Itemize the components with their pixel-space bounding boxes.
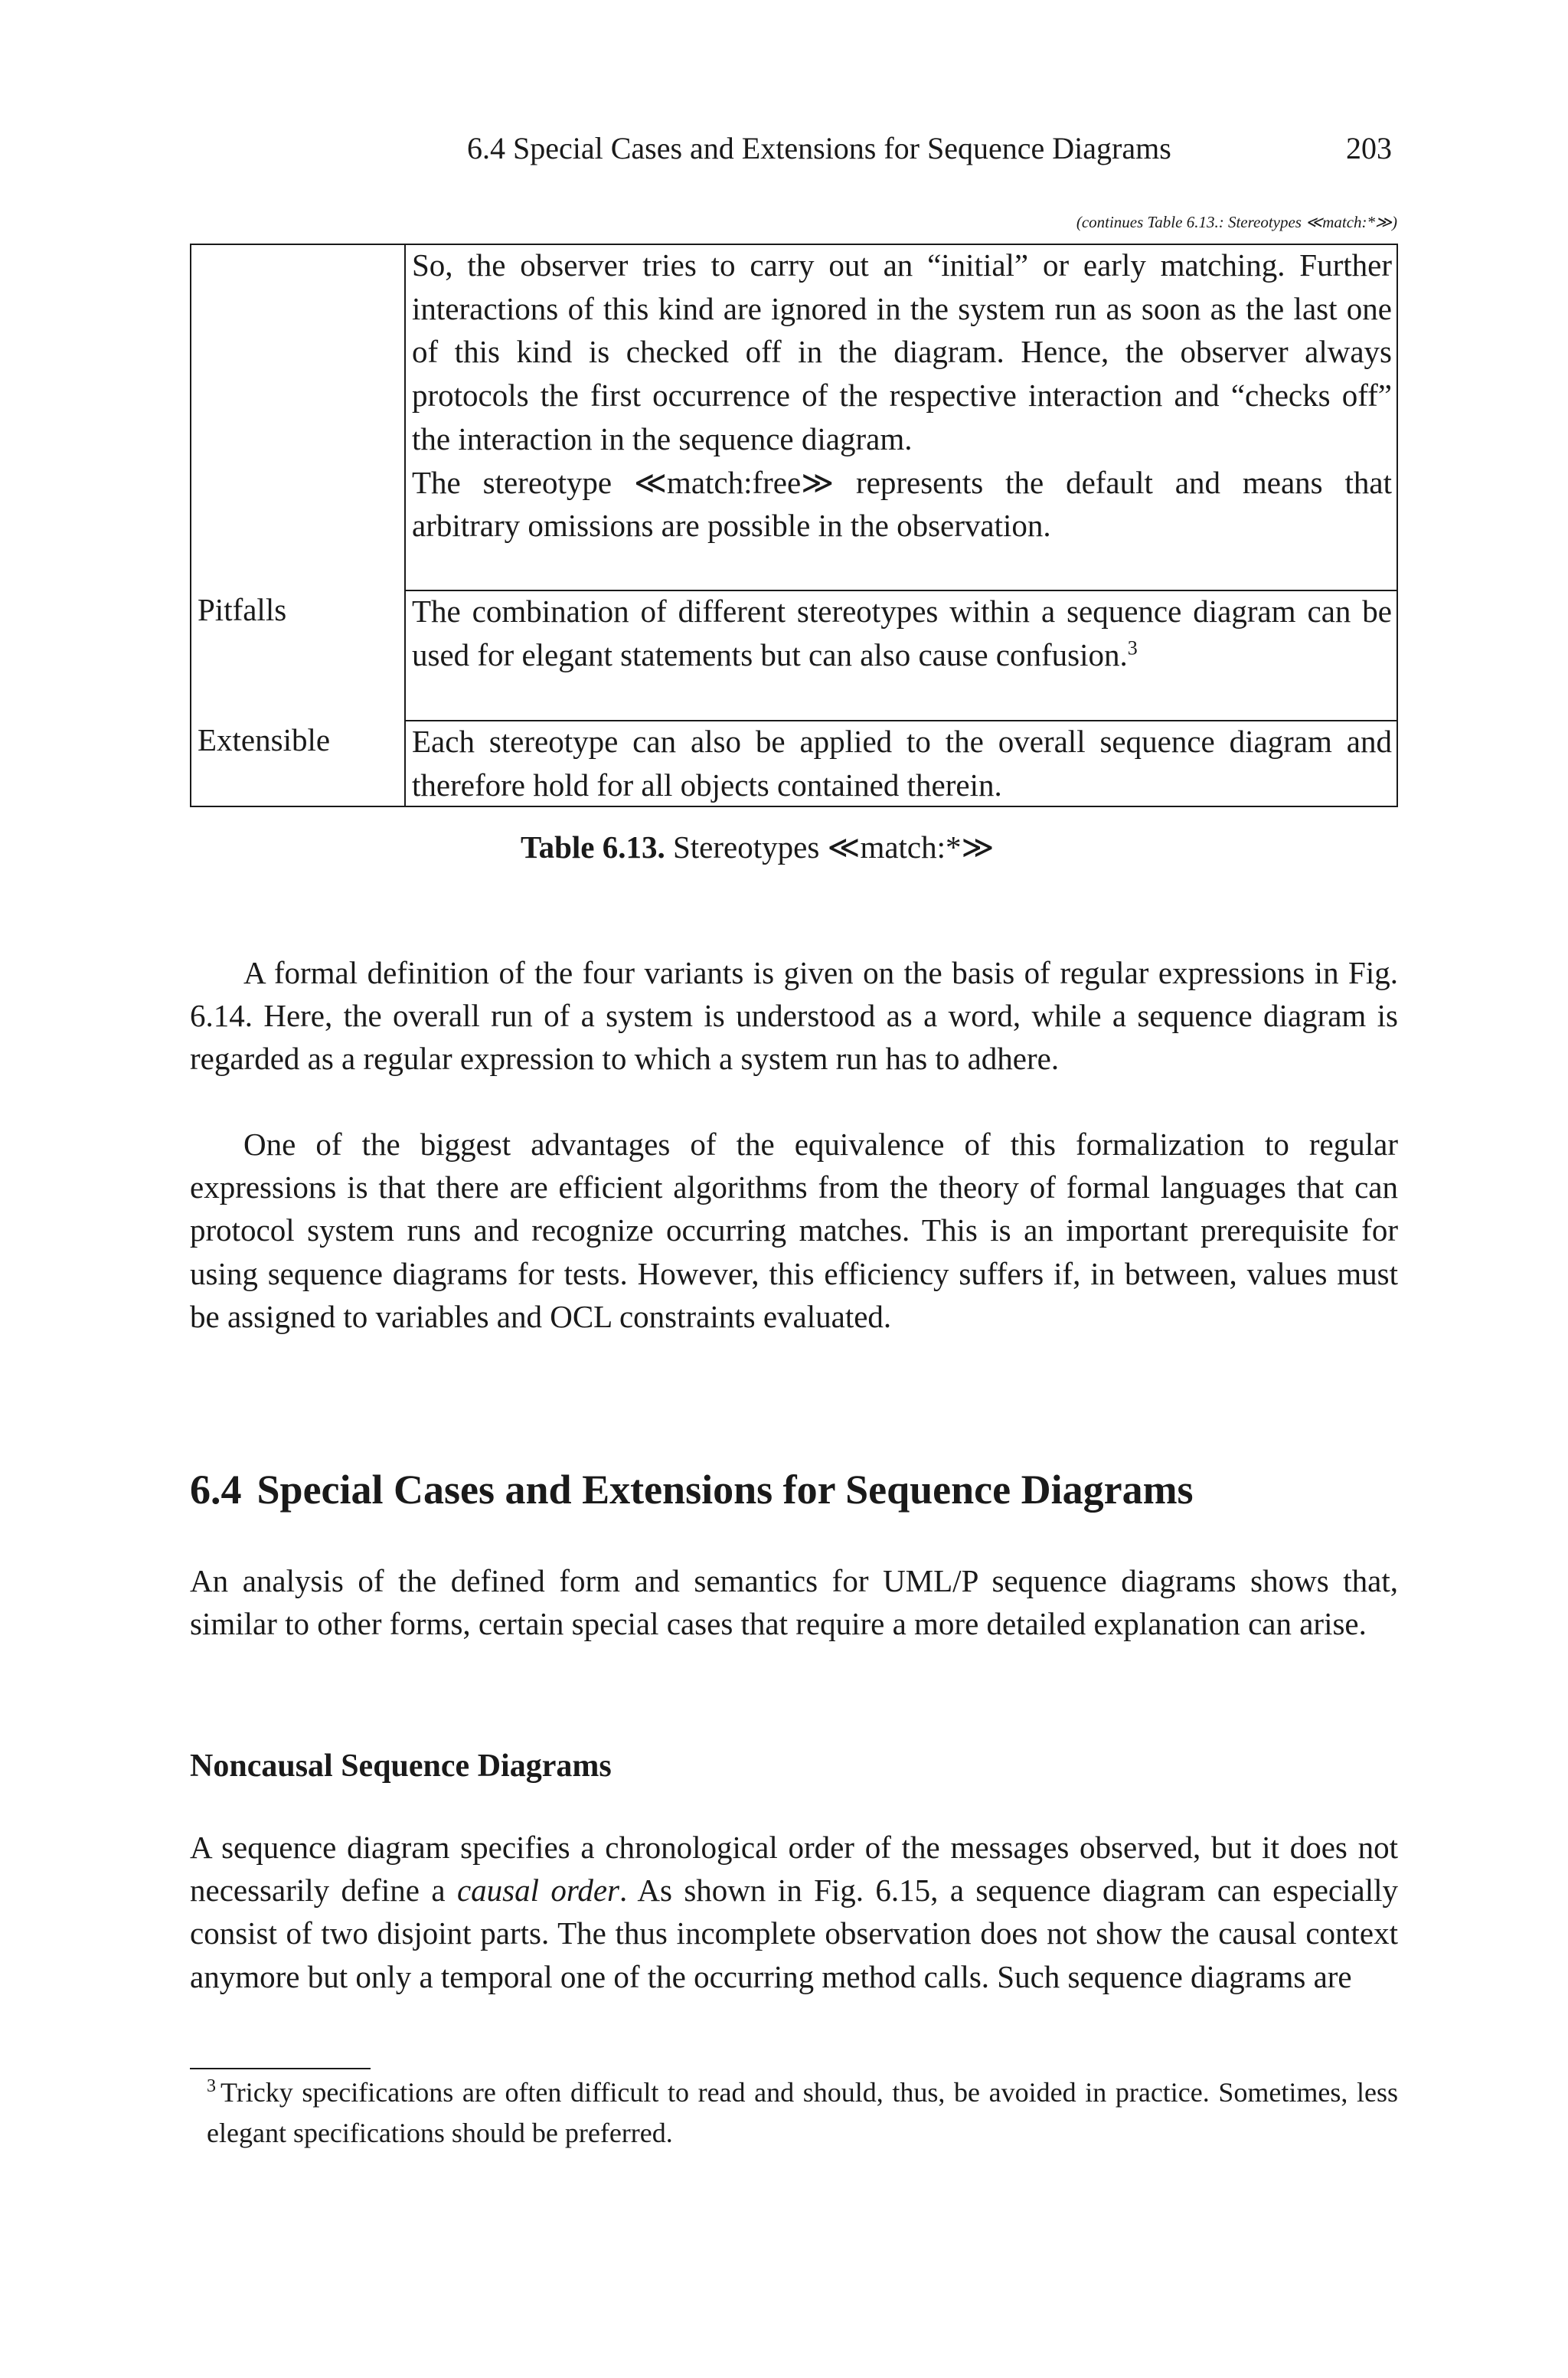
- table-caption-text: Stereotypes ≪match:*≫: [672, 829, 995, 865]
- section-title: Special Cases and Extensions for Sequence Diagrams: [256, 1467, 1194, 1513]
- paragraph-text: A formal definition of the four variants is given on the basis of regular expressions in Fig. 6.14. Here, the overall run of a system is understood as a word, while a sequence diagram is regarded as a regular expression to which a system run has to adhere.: [190, 955, 1398, 1077]
- table-continuation-note: (continues Table 6.13.: Stereotypes ≪match:*≫): [1076, 213, 1397, 231]
- table-row: [412, 244, 1392, 548]
- footnote-marker: 3: [207, 2076, 216, 2096]
- footnote-divider: [190, 2068, 371, 2069]
- table-cell-text: The stereotype ≪match:free≫ represents the default and means that arbitrary omissions are possible in the observation.: [412, 464, 1392, 544]
- section-intro-paragraph: An analysis of the defined form and semantics for UML/P sequence diagrams shows that, similar to other forms, certain special cases that require a more detailed explanation can arise.: [190, 1563, 1398, 1642]
- table-cell-text: Each stereotype can also be applied to the overall sequence diagram and therefore hold for all objects contained therein.: [412, 724, 1392, 803]
- subsection-paragraph: [190, 1826, 1398, 1998]
- table-row: [412, 720, 1392, 806]
- footnote-ref[interactable]: 3: [1127, 636, 1138, 659]
- table-caption-label: Table 6.13.: [521, 829, 665, 865]
- body-paragraph: [190, 951, 1398, 1081]
- footnote-text: Tricky specifications are often difficult to read and should, thus, be avoided in practice. Sometimes, less elegant specifications should be preferred.: [207, 2077, 1398, 2148]
- table-column-divider: [404, 244, 406, 807]
- subsection-heading: Noncausal Sequence Diagrams: [190, 1748, 612, 1784]
- section-number: 6.4: [190, 1467, 242, 1513]
- table-row-label-extensible: Extensible: [198, 722, 331, 757]
- table-cell-text: So, the observer tries to carry out an “initial” or early matching. Further interactions of this kind are ignored in the system run as soon as the last one of this kind is checked off in the diagram. Hence, the observer always protocols the first occurrence of the respective interaction and “checks off” the interaction in the sequence diagram.: [412, 247, 1392, 456]
- page-number: 203: [1346, 131, 1392, 165]
- paragraph-text: . As shown in Fig. 6.15, a sequence diagram can especially consist of two disjoint parts. The thus incomplete observation does not show the causal context anymore but only a temporal one of the occurring method calls. Such sequence diagrams are: [190, 1873, 1398, 1994]
- footnote: [207, 2072, 1398, 2154]
- paragraph-text: One of the biggest advantages of the equivalence of this formalization to regular expressions is that there are efficient algorithms from the theory of formal languages that can protocol system runs and recognize occurring matches. This is an important prerequisite for using sequence diagrams for tests. However, this efficiency suffers if, in between, values must be assigned to variables and OCL constraints evaluated.: [190, 1127, 1398, 1334]
- running-header-title: 6.4 Special Cases and Extensions for Sequence Diagrams: [467, 131, 1171, 165]
- table-row: [412, 590, 1392, 676]
- table-caption: [521, 829, 994, 865]
- body-paragraph: [190, 1123, 1398, 1338]
- emphasis-text: causal order: [456, 1873, 619, 1909]
- paragraph-text: A sequence diagram specifies a chronological order of the messages observed, but it does not necessarily define a: [190, 1830, 1398, 1909]
- section-heading: [190, 1466, 1194, 1513]
- table-cell-text: The combination of different stereotypes within a sequence diagram can be used for elegant statements but can also cause confusion.: [412, 594, 1392, 672]
- table-row-label-pitfalls: Pitfalls: [198, 592, 287, 627]
